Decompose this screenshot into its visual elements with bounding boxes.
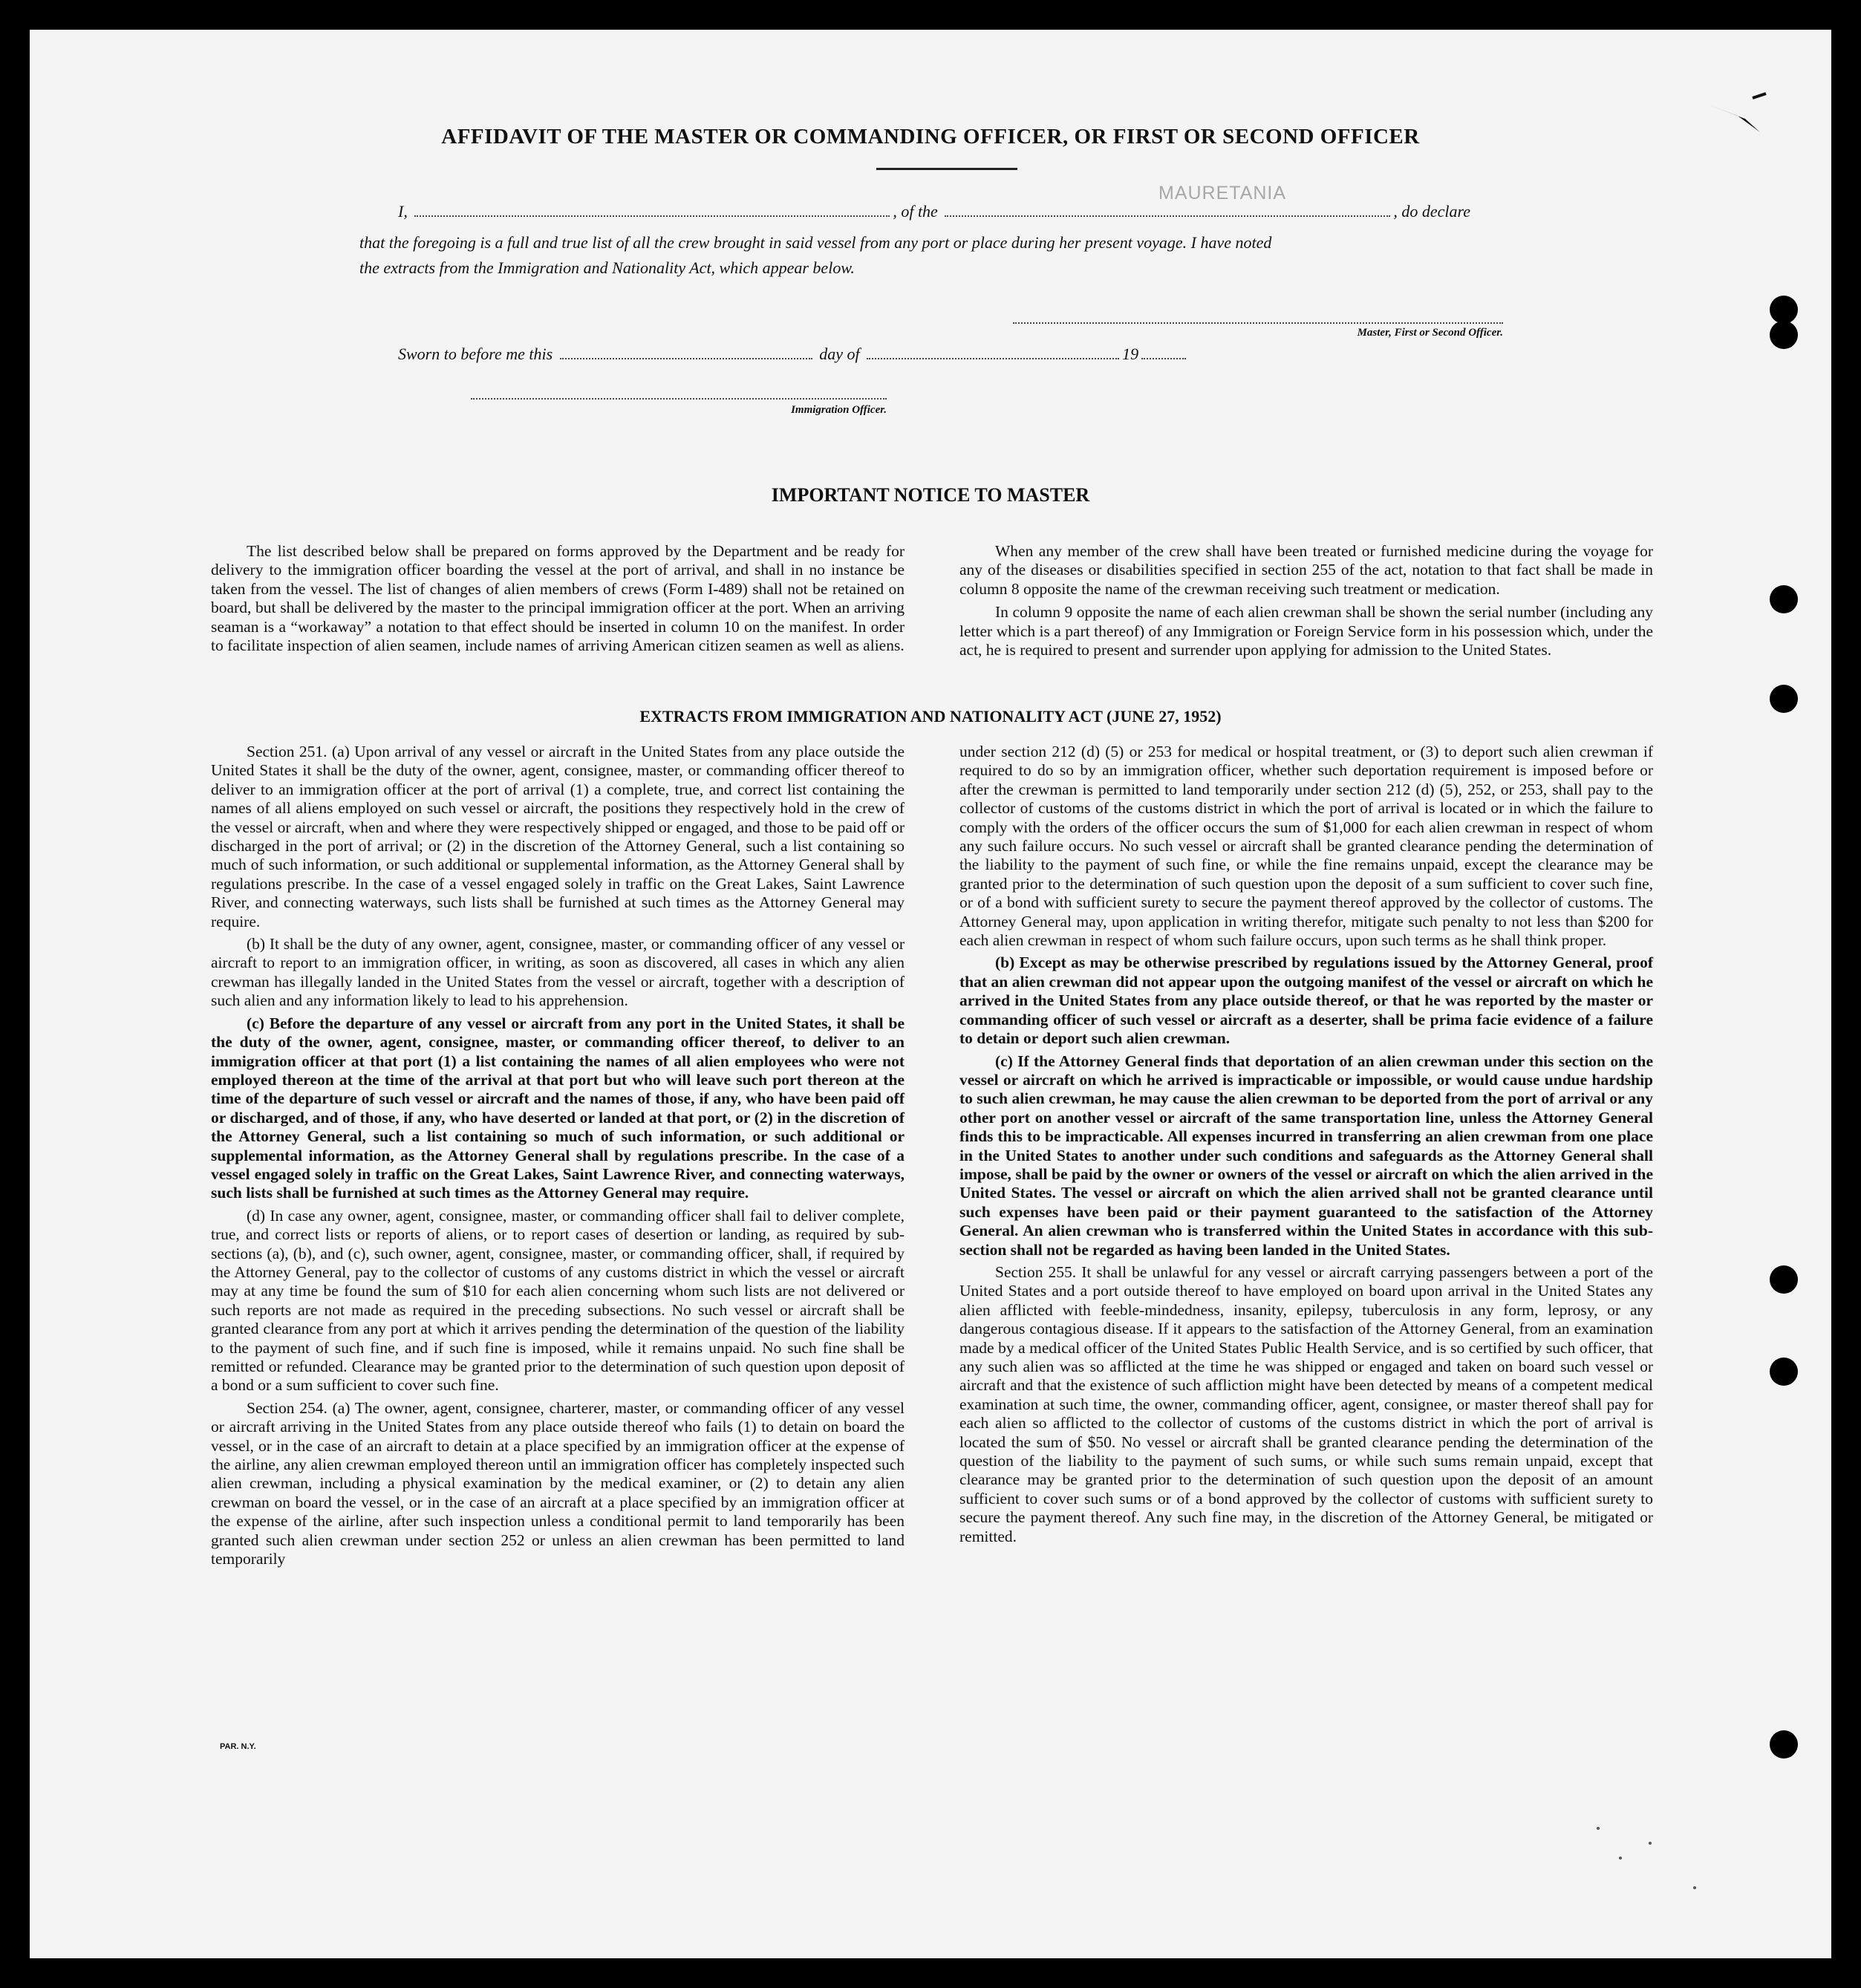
corner-mark (1701, 82, 1782, 156)
sworn-month-field[interactable] (867, 358, 1119, 359)
notice-right-column (959, 542, 1653, 659)
master-signature-line[interactable] (1013, 322, 1503, 324)
speck (1597, 1827, 1600, 1830)
sworn-label: Sworn to before me this (398, 345, 553, 363)
section-251-a: Section 251. (a) Upon arrival of any vessel or aircraft in the United States from any place outside the United States it shall be the duty of the owner, agent, consignee, master, or commanding officer thereof to deliver to an immigration officer at the port of arrival (1) a complete, true, and correct list containing the names of all aliens employed on such vessel or aircraft, the positions they respectively hold in the crew of the vessel or aircraft, when and where they were respectively shipped or engaged, and those to be paid off or discharged in the port of arrival; or (2) in the discretion of the Attorney General, such a list containing so much of such information, or such additional or supplemental information, as the Attorney General shall by regulations prescribe. In the case of a vessel engaged solely in traffic on the Great Lakes, Saint Lawrence River, and connecting waterways, such lists shall be furnished at such times as the Attorney General may require. (211, 743, 905, 931)
title-rule (876, 168, 1017, 170)
punch-hole (1770, 1358, 1798, 1386)
extracts-right-column (959, 743, 1653, 1546)
section-251-b: (b) It shall be the duty of any owner, agent, consignee, master, or commanding officer of any vessel or aircraft to report to an immigration officer, in writing, as soon as discovered, all cases in which any alien crewman has illegally landed in the United States from the vessel or aircraft, together with a description of such alien and any information likely to lead to his apprehension. (211, 935, 905, 1010)
punch-hole (1770, 1265, 1798, 1294)
section-254-b: (b) Except as may be otherwise prescribed by regulations issued by the Attorney General, proof that an alien crewman did not appear upon the outgoing manifest of the vessel or aircraft on which he arrived in the United States from any place outside thereof, or that he was reported by the master or commanding officer of such vessel or aircraft as a deserter, shall be prima facie evidence of a failure to detain or deport such alien crewman. (959, 954, 1653, 1048)
punch-hole (1770, 585, 1798, 613)
extracts-left-column (211, 743, 905, 1568)
year-label: 19 (1122, 345, 1139, 363)
notice-left-column (211, 542, 905, 655)
declarant-name-field[interactable] (414, 215, 890, 217)
notice-title: IMPORTANT NOTICE TO MASTER (771, 484, 1090, 506)
sworn-line (398, 345, 1189, 364)
section-254-a-continued: under section 212 (d) (5) or 253 for medical or hospital treatment, or (3) to deport such alien crewman if required to do so by an immigration officer, whether such deportation requirement is imposed before or after the crewman is permitted to land temporarily under section 212 (d) (5), 252, or 253, shall pay to the collector of customs of the customs district in which the port of arrival is located or in which the failure to comply with the orders of the officer occurs the sum of $1,000 for each alien crewman in respect of whom any such failure occurs. No such vessel or aircraft shall be granted clearance pending the determination of the liability to the payment of such fine, or while the fine remains unpaid, except the clearance may be granted prior to the determination of such question upon the deposit of a sum sufficient to cover such fine, or of a bond with sufficient surety to secure the payment thereof approved by the collector of customs. The Attorney General may, upon application in writing therefor, mitigate such penalty to not less than $200 for each alien crewman in respect of whom such failure occurs, upon such terms as he shall think proper. (959, 743, 1653, 950)
immigration-officer-label: Immigration Officer. (791, 404, 887, 416)
immigration-officer-signature-line[interactable] (471, 398, 887, 400)
vessel-name-field[interactable] (945, 215, 1390, 217)
notice-right-paragraph-1: When any member of the crew shall have been treated or furnished medicine during the voyage for any of the diseases or disabilities specified in section 255 of the act, notation to that fact shall be made in column 8 opposite the name of the crewman receiving such treatment or medication. (959, 542, 1653, 598)
day-of-label: day of (819, 345, 860, 363)
speck (1649, 1842, 1652, 1845)
sworn-day-field[interactable] (560, 358, 812, 359)
i-label: I, (398, 202, 408, 221)
punch-hole (1770, 1730, 1798, 1759)
declaration-line-2: the extracts from the Immigration and Nationality Act, which appear below. (359, 258, 855, 277)
speck (1619, 1857, 1622, 1860)
extracts-title: EXTRACTS FROM IMMIGRATION AND NATIONALITY ACT (JUNE 27, 1952) (639, 707, 1222, 726)
vessel-name-stamp: MAURETANIA (1158, 183, 1287, 203)
document-page (30, 30, 1831, 1958)
punch-hole (1770, 321, 1798, 349)
section-254-a: Section 254. (a) The owner, agent, consignee, charterer, master, or commanding officer of any vessel or aircraft arriving in the United States from any place outside thereof who fails (1) to detain on board the vessel, or in the case of an aircraft to detain at a place specified by an immigration officer at the expense of the airline, any alien crewman employed thereon until an immigration officer has completely inspected such alien crewman, including a physical examination by the medical examiner, or (2) to detain any alien crewman on board the vessel, or in the case of an aircraft at a place specified by an immigration officer at the expense of the airline, after such inspection unless a conditional permit to land temporarily has been granted such alien crewman under section 252 or unless an alien crewman has been permitted to land temporarily (211, 1398, 905, 1568)
section-251-c: (c) Before the departure of any vessel or aircraft from any port in the United States, it shall be the duty of the owner, agent, consignee, master, or commanding officer thereof, to deliver to an immigration officer at that port (1) a list containing the names of all alien employees who were not employed thereon at the time of the arrival at that port but who will leave such port thereon at the time of the departure of such vessel or aircraft and the names of those, if any, who have been paid off or discharged, and of those, if any, who have deserted or landed at that port, or (2) in the discretion of the Attorney General, such a list containing so much of such information, or such additional or supplemental information, as the Attorney General shall by regulations prescribe. In the case of a vessel engaged solely in traffic on the Great Lakes, Saint Lawrence River, and connecting waterways, such lists shall be furnished at such times as the Attorney General may require. (211, 1014, 905, 1202)
section-254-c: (c) If the Attorney General finds that deportation of an alien crewman under this section on the vessel or aircraft on which he arrived is impracticable or impossible, or would cause undue hardship to such alien crewman, he may cause the alien crewman to be deported from the port of arrival or any other port on another vessel or aircraft of the same transportation line, unless the Attorney General finds this to be impracticable. All expenses incurred in transferring an alien crewman from one place in the United States to another under such conditions and safeguards as the Attorney General shall impose, shall be paid by the owner or owners of the vessel or aircraft on which the alien arrived in the United States. The vessel or aircraft on which the alien arrived shall not be granted clearance until such expenses have been paid or their payment guaranteed to the satisfaction of the Attorney General. An alien crewman who is transferred within the United States in accordance with this sub-section shall not be regarded as having been landed in the United States. (959, 1052, 1653, 1259)
declarant-line (398, 202, 1542, 221)
punch-hole (1770, 296, 1798, 324)
printer-mark: PAR. N.Y. (220, 1742, 256, 1751)
affidavit-title: AFFIDAVIT OF THE MASTER OR COMMANDING OFFICER, OR FIRST OR SECOND OFFICER (441, 125, 1420, 149)
of-the-label: , of the (893, 202, 938, 221)
speck (1693, 1886, 1696, 1889)
master-signature-label: Master, First or Second Officer. (1357, 327, 1503, 339)
section-255: Section 255. It shall be unlawful for any vessel or aircraft carrying passengers between a port of the United States and a port outside thereof to have employed on board upon arrival in the United States any alien afflicted with feeble-mindedness, insanity, epilepsy, tuberculosis in any form, leprosy, or any dangerous contagious disease. If it appears to the satisfaction of the Attorney General, from an examination made by a medical officer of the United States Public Health Service, and is so certified by such officer, that any such alien was so afflicted at the time he was shipped or engaged and taken on board such vessel or aircraft and that the existence of such affliction might have been detected by means of a competent medical examination at such time, the owner, commanding officer, agent, consignee, or master thereof shall pay for each alien so afflicted to the collector of customs of the customs district in which the port of arrival is located the sum of $50. No vessel or aircraft shall be granted clearance pending the determination of the question of the liability to the payment of such sums, or while such sums remain unpaid, except that clearance may be granted prior to the determination of such question upon the deposit of an amount sufficient to cover such sums or of a bond approved by the collector of customs with sufficient surety to secure the payment thereof. Any such fine may, in the discretion of the Attorney General, be mitigated or remitted. (959, 1262, 1653, 1545)
declaration-line-1: that the foregoing is a full and true list of all the crew brought in said vessel from any port or place during her present voyage. I have noted (359, 233, 1272, 252)
notice-right-paragraph-2: In column 9 opposite the name of each alien crewman shall be shown the serial number (including any letter which is a part thereof) of any Immigration or Foreign Service form in his possession which, under the act, he is required to present and surrender upon applying for admission to the United States. (959, 603, 1653, 659)
punch-hole (1770, 685, 1798, 713)
sworn-year-field[interactable] (1141, 358, 1186, 359)
section-251-d: (d) In case any owner, agent, consignee, master, or commanding officer shall fail to deliver complete, true, and correct lists or reports of aliens, or to report cases of desertion or landing, as required by sub-sections (a), (b), and (c), such owner, agent, consignee, master, or commanding officer, shall, if required by the Attorney General, pay to the collector of customs of any customs district in which the vessel or aircraft may at any time be found the sum of $10 for each alien concerning whom such lists are not delivered or such reports are not made as required in the preceding subsections. No such vessel or aircraft shall be granted clearance from any port at which it arrives pending the determination of the question of the liability to the payment of such fine, and if such fine is imposed, while it remains unpaid. No such fine shall be remitted or refunded. Clearance may be granted prior to the determination of such question upon deposit of a bond or a sum sufficient to cover such fine. (211, 1206, 905, 1395)
do-declare-label: , do declare (1393, 202, 1470, 221)
notice-left-paragraph: The list described below shall be prepared on forms approved by the Department and be ready for delivery to the immigration officer boarding the vessel at the port of arrival, and shall in no instance be taken from the vessel. The list of changes of alien members of crews (Form I-489) shall not be retained on board, but shall be delivered by the master to the principal immigration officer at the port. When an arriving seaman is a “workaway” a notation to that effect should be inserted in column 10 on the manifest. In order to facilitate inspection of alien seamen, include names of arriving American citizen seamen as well as aliens. (211, 542, 905, 655)
